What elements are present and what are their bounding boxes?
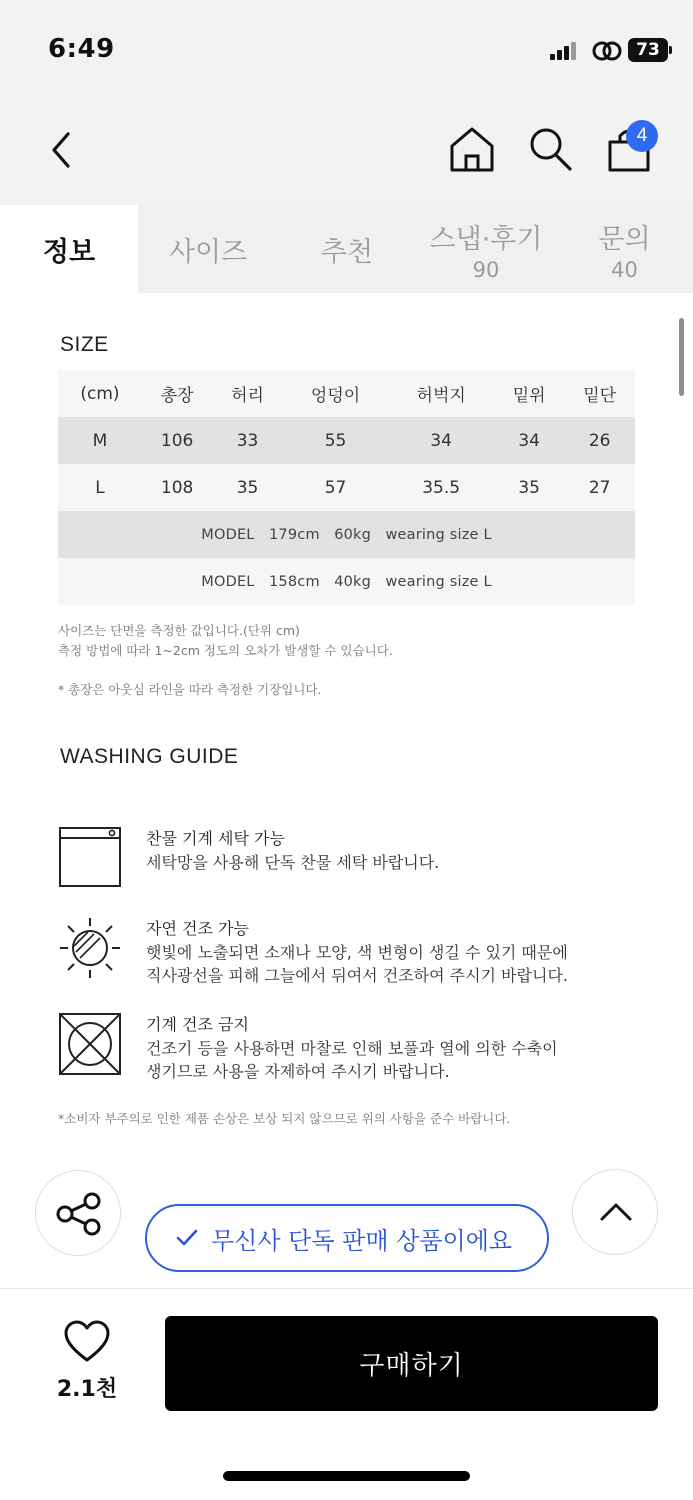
heart-icon[interactable] <box>56 1318 118 1364</box>
table-cell: M <box>92 430 108 451</box>
personal-hotspot-icon <box>590 38 624 64</box>
table-header: 엉덩이 <box>310 386 361 406</box>
tab-count: 90 <box>472 257 500 282</box>
table-cell: 26 <box>588 430 611 451</box>
table-cell: 106 <box>160 430 194 451</box>
table-row <box>58 464 635 511</box>
table-header: (cm) <box>80 383 120 404</box>
table-row <box>58 417 635 464</box>
tab-size[interactable] <box>138 205 278 293</box>
tab-inquiry[interactable] <box>556 205 693 293</box>
table-cell: 57 <box>324 477 347 498</box>
size-section-title: SIZE <box>60 333 109 356</box>
cart-count-badge: 4 <box>626 120 658 152</box>
table-cell: 34 <box>518 430 540 451</box>
home-icon[interactable] <box>448 124 496 174</box>
table-cell: 108 <box>160 477 194 498</box>
table-header: 밑단 <box>583 386 617 406</box>
share-button[interactable] <box>35 1170 121 1256</box>
tab-recommend[interactable] <box>278 205 416 293</box>
tab-label: 사이즈 <box>168 236 248 268</box>
scrollbar[interactable] <box>679 318 684 396</box>
chevron-up-icon <box>573 1170 659 1256</box>
table-header: 허벅지 <box>416 386 466 406</box>
model-info: MODEL 179cm 60kg wearing size L <box>201 526 492 543</box>
buy-button[interactable]: 구매하기 <box>165 1316 658 1411</box>
table-cell: 33 <box>236 430 259 451</box>
table-cell: 34 <box>430 430 452 451</box>
table-header: 허리 <box>231 386 264 406</box>
washing-machine-icon <box>58 826 122 890</box>
size-table <box>58 370 635 605</box>
washing-desc: 건조기 등을 사용하면 마찰로 인해 보풀과 열에 의한 수축이 생기므로 사용을 자제하여 주시기 바랍니다. <box>146 1039 558 1081</box>
check-icon <box>175 1228 199 1248</box>
table-cell: 55 <box>324 430 347 451</box>
like-count: 2.1천 <box>56 1377 118 1402</box>
exclusive-label: 무신사 단독 판매 상품이에요 <box>211 1226 513 1255</box>
table-header: 총장 <box>160 386 194 406</box>
tab-label: 문의 <box>598 223 651 255</box>
search-icon[interactable] <box>526 124 574 174</box>
washing-head: 기계 건조 금지 <box>146 1015 249 1034</box>
cellular-signal-icon <box>550 42 578 60</box>
home-indicator <box>223 1471 470 1481</box>
status-time: 6:49 <box>48 34 115 64</box>
tab-info[interactable] <box>0 205 138 293</box>
table-header-row <box>58 370 635 417</box>
exclusive-product-banner[interactable] <box>145 1204 549 1272</box>
consumer-footnote: *소비자 부주의로 인한 제품 손상은 보상 되지 않으므로 위의 사항을 준수 바랍니다. <box>58 1111 511 1126</box>
bottom-divider <box>0 1288 693 1289</box>
tab-label: 스냅·후기 <box>429 223 543 255</box>
tab-label: 정보 <box>42 236 96 268</box>
back-icon[interactable] <box>44 128 80 172</box>
product-tabs <box>0 205 693 293</box>
battery-indicator: 73 <box>628 38 668 62</box>
washing-head: 찬물 기계 세탁 가능 <box>146 829 285 848</box>
size-note: 사이즈는 단면을 측정한 값입니다.(단위 cm) <box>58 623 300 638</box>
washing-desc: 세탁망을 사용해 단독 찬물 세탁 바랍니다. <box>146 853 440 872</box>
table-cell: 35 <box>518 477 540 498</box>
tab-label: 추천 <box>320 236 374 268</box>
no-tumble-dry-icon <box>58 1012 122 1076</box>
scroll-to-top-button[interactable] <box>572 1169 658 1255</box>
table-cell: 35 <box>236 477 259 498</box>
model-info: MODEL 158cm 40kg wearing size L <box>201 573 492 590</box>
washing-head: 자연 건조 가능 <box>146 919 249 938</box>
washing-guide-title: WASHING GUIDE <box>60 745 239 768</box>
top-bar <box>0 0 693 205</box>
table-header: 밑위 <box>512 386 546 406</box>
size-note: * 총장은 아웃심 라인을 따라 측정한 기장입니다. <box>58 682 322 697</box>
tab-snap-review[interactable] <box>416 205 556 293</box>
share-icon <box>36 1171 122 1257</box>
washing-desc: 햇빛에 노출되면 소재나 모양, 색 변형이 생길 수 있기 때문에 직사광선을 피해 그늘에서 뒤여서 건조하여 주시기 바랍니다. <box>146 943 569 985</box>
sun-dry-icon <box>58 916 122 980</box>
table-cell: L <box>95 477 105 498</box>
tab-count: 40 <box>611 257 638 282</box>
size-note: 측정 방법에 따라 1~2cm 정도의 오차가 발생할 수 있습니다. <box>58 643 393 658</box>
table-cell: 27 <box>588 477 611 498</box>
model-row <box>58 511 635 558</box>
table-cell: 35.5 <box>422 477 461 498</box>
model-row <box>58 558 635 605</box>
